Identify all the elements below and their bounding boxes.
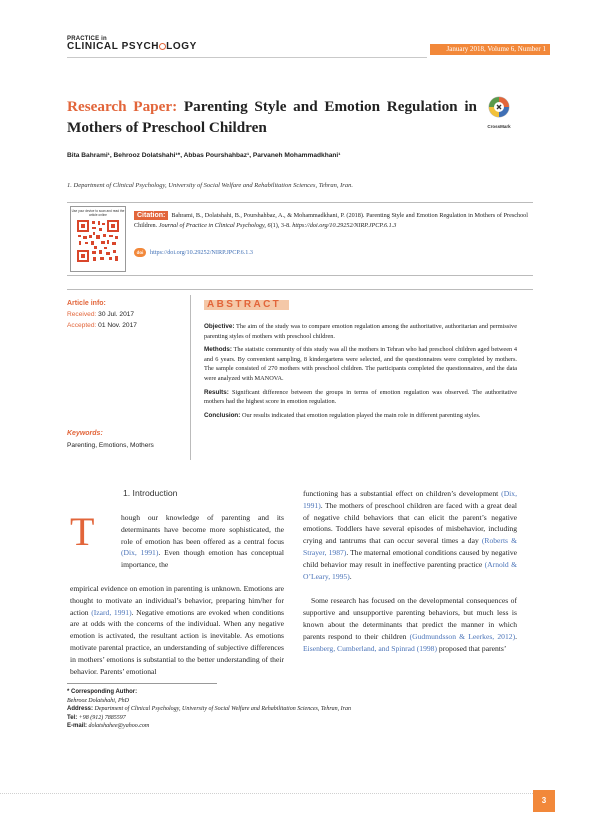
- intro-paragraph-start: hough our knowledge of parenting and its determinants have become more sophisticated, the role of emotion has been offered as a central focus (Dix, 1991). Even though emotion has conceptual importance, the: [121, 513, 284, 570]
- keywords-text: Parenting, Emotions, Mothers: [67, 442, 154, 449]
- citation-link[interactable]: (Arnold & O’Leary, 1995): [303, 559, 517, 581]
- doi-icon: doi: [134, 248, 146, 257]
- citation-link[interactable]: (Dix, 1991): [303, 489, 517, 510]
- journal-logo: [67, 36, 197, 52]
- article-info: [67, 298, 187, 331]
- footnote-heading: * Corresponding Author:: [67, 689, 138, 695]
- qr-code-icon: [76, 219, 120, 263]
- abstract-methods: Methods: The statistic community of this study was all the mothers in Tehran who had preschool children aged between 4 and 6 years. By convenient sampling, 8 kindergartens were selected, and the questionnaires were completed by mothers. The sample consisted of 270 mothers with preschool children. The participants completed the questionnaires, and the data were analyzed with MANOVA.: [204, 346, 517, 382]
- drop-cap: T: [70, 509, 95, 554]
- citation-link[interactable]: Eisenberg, Cumberland, and Spinrad (1998): [303, 643, 437, 653]
- author-list: Bita Bahrami¹, Behrooz Dolatshahi¹*, Abbas Pourshahbaz¹, Parvaneh Mohammadkhani¹: [67, 152, 341, 159]
- doi-url[interactable]: https://doi.org/10.29252/NIRP.JPCP.6.1.3: [150, 249, 254, 256]
- qr-code-panel[interactable]: [70, 206, 126, 272]
- abstract-body: [204, 322, 517, 424]
- paragraph: Some research has focused on the developmental consequences of supportive and unsupportive parenting behaviors, but much less is known about the determinants that predict the manner in which parents respond to their children (Gudmundsson & Leerkes, 2012). Eisenberg, Cumberland, and Spinrad (1998) proposed that parents’: [303, 596, 518, 653]
- doi-link[interactable]: [134, 248, 253, 257]
- author-address: Department of Clinical Psychology, University of Social Welfare and Rehabilitation Sciences, Tehran, Iran: [93, 706, 351, 713]
- issue-band: January 2018, Volume 6, Number 1: [430, 44, 550, 55]
- header-rule: [67, 57, 427, 58]
- section-heading-introduction: 1. Introduction: [123, 488, 178, 498]
- journal-name-line2: CLINICAL PSYCH LOGY: [67, 41, 197, 52]
- intro-paragraph-continued: empirical evidence on emotion in parenting is unknown. Emotions are thought to motivate an individual’s behavior, preparing him/her for action (Izard, 1991). Negative emotions are evoked when conditions are at odds with the concerns of the individual. When any negative emotion is activated, the resultant action is inevitable. As emotions motivate parental practice, an understanding of subjective differences in mothers’ emotions is substantial to the better understanding of their behavior. Parents’ emotional: [70, 584, 285, 676]
- crossmark-badge[interactable]: [483, 96, 515, 129]
- citation-link[interactable]: (Dix, 1991): [121, 548, 159, 558]
- title-label: Research Paper:: [67, 98, 178, 115]
- abstract-objective: Objective: The aim of the study was to compare emotion regulation among the authoritative, authoritarian and permissive parenting styles of mothers with preschool children.: [204, 323, 517, 340]
- title-text: Parenting Style and Emotion Regulation in Mothers of Preschool Children: [67, 98, 477, 136]
- footer-rule: [0, 793, 533, 794]
- crossmark-icon: [488, 96, 510, 118]
- author-name: Behrooz Dolatshahi, PhD: [67, 697, 129, 704]
- keywords: [67, 428, 187, 452]
- citation-journal: Journal of Practice in Clinical Psychology, 6: [158, 221, 271, 229]
- column-divider: [190, 295, 191, 460]
- article-title: [67, 96, 477, 138]
- corresponding-author: * Corresponding Author: Behrooz Dolatshahi, PhD Address: Department of Clinical Psychology, University of Social Welfare and Rehabilitation Sciences, Tehran, Iran Tel: +98 (912) 7885597 E-mail: dolatshahee@yahoo.com: [67, 688, 527, 731]
- paragraph: functioning has a substantial effect on children’s development (Dix, 1991). The mothers of preschool children are faced with a great deal of negative child behaviors that can elicit the parent’s negative emotions. Toddlers have several episodes of misbehavior, including crying and tantrums that can occur several times a day (Roberts & Strayer, 1987). The maternal emotional conditions caused by negative child behavior may result in ineffective parenting practice (Arnold & O’Leary, 1995).: [303, 489, 518, 581]
- abstract-conclusion: Conclusion: Our results indicated that emotion regulation played the main role in different parenting styles.: [204, 411, 481, 419]
- citation-text: Citation: Bahrami, B., Dolatshahi, B., Pourshahbaz, A., & Mohammadkhani, P. (2018). Parenting Style and Emotion Regulation in Mothers of Preschool Children. Journal of Practice in Clinical Psychology, 6(1), 3-8. https://doi.org/10.29252/NIRP.JPCP.6.1.3: [134, 212, 528, 229]
- accepted-date: Accepted: 01 Nov. 2017: [67, 322, 137, 329]
- citation-doi[interactable]: https://doi.org/10.29252/NIRP.JPCP.6.1.3: [292, 221, 397, 229]
- citation-link[interactable]: (Roberts & Strayer, 1987): [303, 536, 518, 557]
- citation-link[interactable]: (Gudmundsson & Leerkes, 2012): [409, 631, 516, 641]
- right-column: [303, 488, 517, 654]
- page-number: 3: [533, 790, 555, 812]
- crossmark-label: CrossMark: [487, 124, 511, 129]
- author-email[interactable]: dolatshahee@yahoo.com: [87, 723, 150, 730]
- abstract-results: Results: Significant difference between the groups in terms of emotion regulation was observed. The authoritative mothers had the highest score in emotion regulation.: [204, 388, 517, 406]
- received-date: Received: 30 Jul. 2017: [67, 311, 135, 318]
- section-rule: [67, 289, 533, 290]
- keywords-heading: Keywords:: [67, 430, 103, 437]
- footnote-rule: [67, 683, 217, 684]
- citation-link[interactable]: (Izard, 1991): [91, 607, 132, 617]
- article-info-heading: Article info:: [67, 300, 106, 307]
- abstract-heading: ABSTRACT: [204, 300, 289, 310]
- author-tel: +98 (912) 7885597: [77, 714, 126, 721]
- citation-label: Citation:: [134, 211, 168, 220]
- qr-caption: Use your device to scan and read the article online: [71, 209, 125, 217]
- journal-name-line1: PRACTICE in: [67, 36, 107, 42]
- affiliation: 1. Department of Clinical Psychology, University of Social Welfare and Rehabilitation Sciences, Tehran, Iran.: [67, 182, 353, 189]
